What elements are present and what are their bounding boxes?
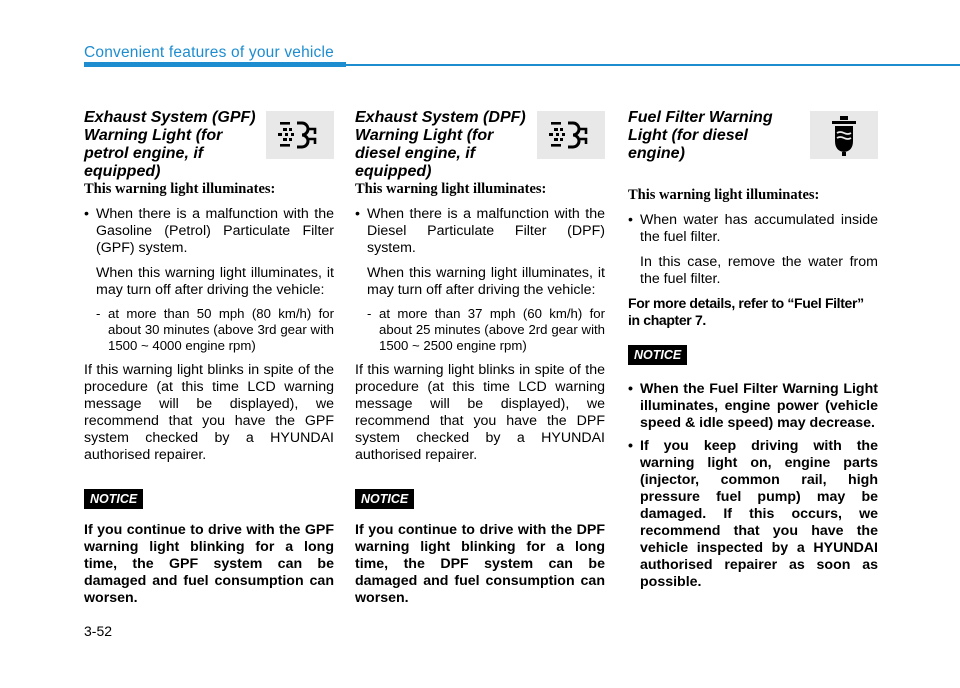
dpf-section	[355, 109, 605, 607]
fuel-filter-title: Fuel Filter Warning Light (for diesel engine)	[628, 109, 773, 162]
gpf-sub-paragraph: When this warning light illuminates, it may turn off after driving the vehicle:	[96, 265, 334, 298]
gpf-warning-icon	[266, 111, 334, 159]
dpf-heading	[355, 109, 605, 181]
fuel-filter-notice-badge: NOTICE	[628, 345, 687, 365]
fuel-filter-notice-item: • When the Fuel Filter Warning Light illuminates, engine power (vehicle speed & idle speed) may decrease.	[628, 381, 878, 432]
dpf-illuminates-label: This warning light illuminates:	[355, 181, 547, 197]
dpf-sub-paragraph: When this warning light illuminates, it may turn off after driving the vehicle:	[367, 265, 605, 298]
fuel-filter-illuminates-label: This warning light illuminates:	[628, 187, 820, 203]
fuel-filter-notice-item: • If you keep driving with the warning light on, engine parts (injector, common rail, high pressure fuel pump) may be damaged. If this occurs, we recommend that you have the vehicle inspected by a HYUNDAI authorised repairer as soon as possible.	[628, 438, 878, 591]
gpf-paragraph: If this warning light blinks in spite of the procedure (at this time LCD warning message will be displayed), we recommend that you have the GPF system checked by a HYUNDAI authorised repairer.	[84, 362, 334, 463]
gpf-condition: - at more than 50 mph (80 km/h) for about 30 minutes (above 3rd gear with 1500 ~ 4000 engine rpm)	[84, 306, 334, 354]
dpf-bullet: • When there is a malfunction with the Diesel Particulate Filter (DPF) system.	[355, 206, 605, 257]
gpf-notice-badge: NOTICE	[84, 489, 143, 509]
gpf-title: Exhaust System (GPF) Warning Light (for petrol engine, if equipped)	[84, 109, 256, 180]
dpf-paragraph: If this warning light blinks in spite of the procedure (at this time LCD warning message will be displayed), we recommend that you have the DPF system checked by a HYUNDAI authorised repairer.	[355, 362, 605, 463]
dpf-title: Exhaust System (DPF) Warning Light (for diesel engine, if equipped)	[355, 109, 526, 180]
fuel-filter-sub-paragraph: In this case, remove the water from the fuel filter.	[640, 254, 878, 287]
page-number: 3-52	[84, 623, 113, 639]
fuel-filter-bullet: • When water has accumulated inside the fuel filter.	[628, 212, 878, 246]
dpf-warning-icon	[537, 111, 605, 159]
dpf-notice-badge: NOTICE	[355, 489, 414, 509]
fuel-filter-heading	[628, 109, 878, 187]
gpf-notice-text: If you continue to drive with the GPF warning light blinking for a long time, the GPF system can be damaged and fuel consumption can worsen.	[84, 522, 334, 606]
gpf-section	[84, 109, 334, 607]
section-title: Convenient features of your vehicle	[84, 44, 334, 61]
fuel-filter-section	[628, 109, 878, 597]
gpf-illuminates-label: This warning light illuminates:	[84, 181, 276, 197]
fuel-filter-reference: For more details, refer to “Fuel Filter” in chapter 7.	[628, 295, 864, 328]
header-rule	[84, 64, 960, 66]
dpf-condition: - at more than 37 mph (60 km/h) for about 25 minutes (above 2rd gear with 1500 ~ 2500 engine rpm)	[355, 306, 605, 354]
dpf-notice-text: If you continue to drive with the DPF warning light blinking for a long time, the DPF system can be damaged and fuel consumption can worsen.	[355, 522, 605, 606]
gpf-heading	[84, 109, 334, 181]
fuel-filter-warning-icon	[810, 111, 878, 159]
gpf-bullet: • When there is a malfunction with the Gasoline (Petrol) Particulate Filter (GPF) system.	[84, 206, 334, 257]
